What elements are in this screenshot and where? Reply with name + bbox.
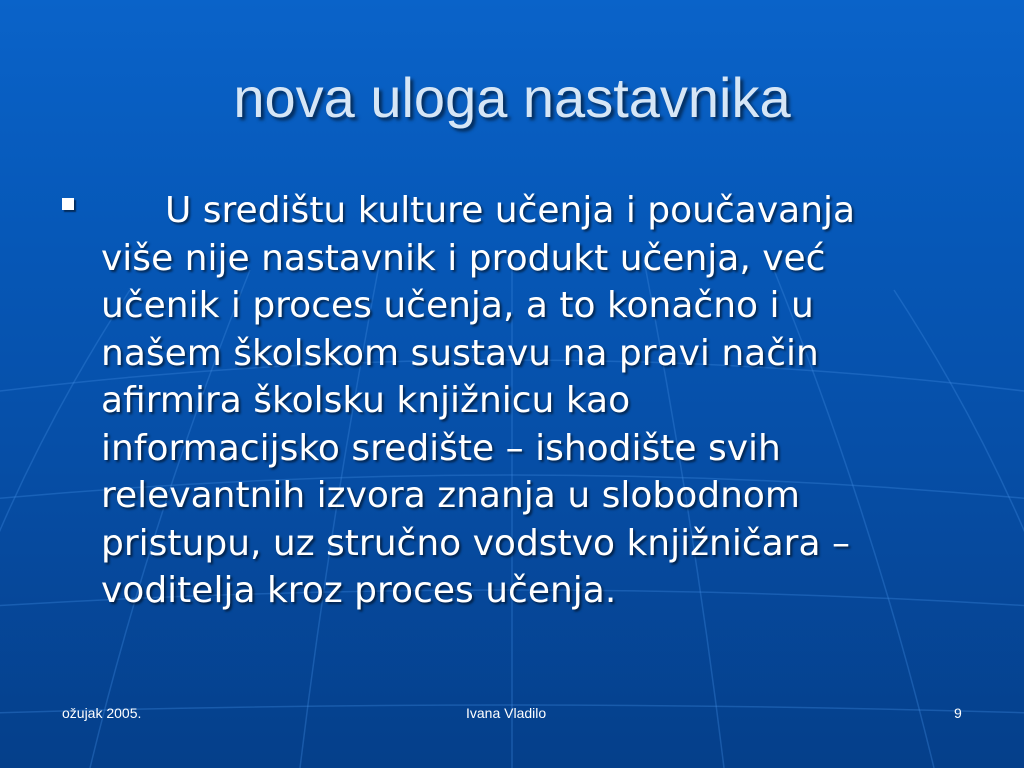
footer-author: Ivana Vladilo — [466, 705, 547, 721]
footer-page-number: 9 — [954, 705, 962, 721]
body-line: više nije nastavnik i produkt učenja, već — [101, 237, 826, 279]
slide-title: nova uloga nastavnika — [233, 66, 791, 129]
body-line: pristupu, uz stručno vodstvo knjižničara – — [101, 522, 850, 564]
bullet-icon — [62, 198, 74, 210]
body-line: učenik i proces učenja, a to konačno i u — [101, 285, 814, 326]
body-line: afirmira školsku knjižnicu kao — [101, 380, 631, 421]
body-line: našem školskom sustavu na pravi način — [101, 332, 819, 374]
body-line: informacijsko središte – ishodište svih — [101, 427, 781, 469]
body-line: voditelja kroz proces učenja. — [101, 570, 617, 611]
footer-date: ožujak 2005. — [62, 705, 142, 721]
body-line: U središtu kulture učenja i poučavanja — [165, 190, 856, 231]
slide-body-text — [101, 187, 981, 615]
body-line: relevantnih izvora znanja u slobodnom — [101, 475, 800, 516]
